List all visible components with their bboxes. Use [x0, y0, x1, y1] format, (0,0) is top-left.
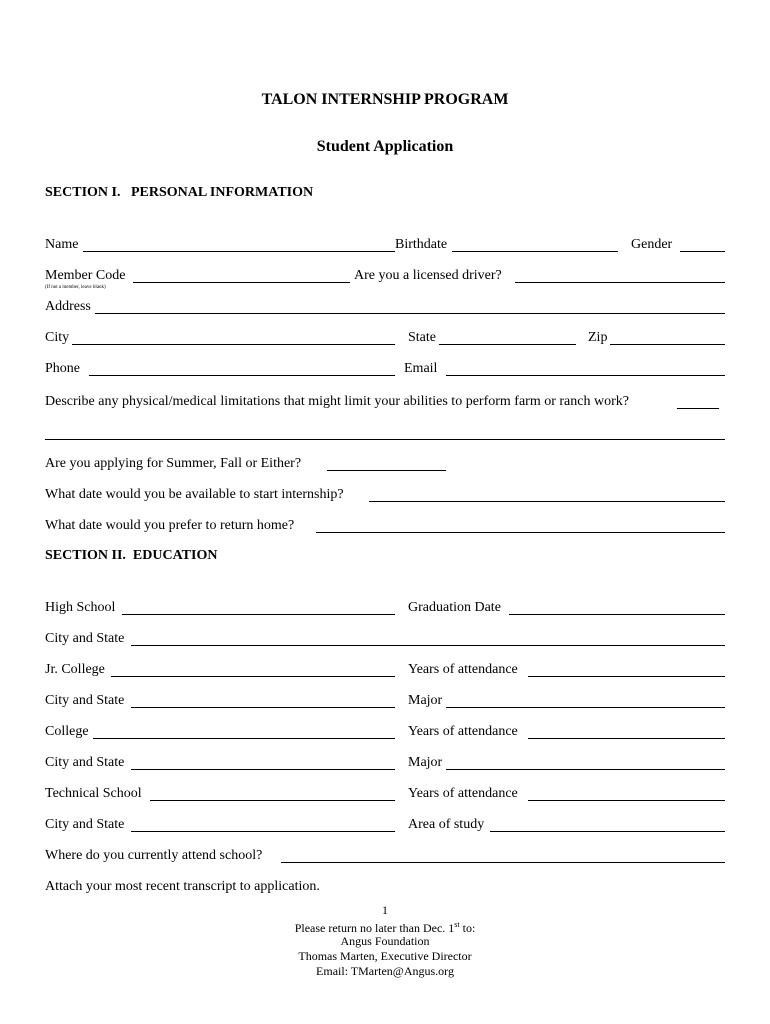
limitations-field[interactable] — [45, 439, 725, 440]
start-date-label: What date would you be available to start internship? — [45, 487, 344, 502]
college-years-field[interactable] — [528, 738, 725, 739]
name-label: Name — [45, 237, 79, 252]
licensed-driver-label: Are you a licensed driver? — [354, 268, 502, 283]
birthdate-field[interactable] — [452, 251, 618, 252]
technical-school-field[interactable] — [150, 800, 395, 801]
college-city-state-label: City and State — [45, 755, 125, 770]
email-field[interactable] — [446, 375, 725, 376]
city-field[interactable] — [72, 344, 395, 345]
high-school-label: High School — [45, 600, 116, 615]
current-school-label: Where do you currently attend school? — [45, 848, 263, 863]
return-instructions-sup: st — [454, 920, 460, 929]
footer-org: Angus Foundation — [340, 934, 430, 948]
technical-city-state-label: City and State — [45, 817, 125, 832]
phone-label: Phone — [45, 361, 80, 376]
start-date-field[interactable] — [369, 501, 725, 502]
technical-school-label: Technical School — [45, 786, 142, 801]
licensed-driver-field[interactable] — [515, 282, 725, 283]
college-years-label: Years of attendance — [408, 724, 518, 739]
section-2-heading: SECTION II. EDUCATION — [45, 548, 218, 563]
jr-college-years-field[interactable] — [528, 676, 725, 677]
college-field[interactable] — [93, 738, 395, 739]
section-1-heading: SECTION I. PERSONAL INFORMATION — [45, 185, 314, 200]
graduation-date-field[interactable] — [509, 614, 725, 615]
return-instructions-suffix: to: — [459, 921, 476, 935]
college-label: College — [45, 724, 89, 739]
form-subtitle: Student Application — [316, 138, 454, 155]
area-of-study-label: Area of study — [408, 817, 485, 832]
college-major-field[interactable] — [446, 769, 725, 770]
form-title: TALON INTERNSHIP PROGRAM — [261, 91, 509, 108]
birthdate-label: Birthdate — [395, 237, 448, 252]
return-date-label: What date would you prefer to return home? — [45, 518, 295, 533]
limitations-label: Describe any physical/medical limitations that might limit your abilities to perform farm or ranch work? — [45, 394, 629, 409]
gender-field[interactable] — [680, 251, 725, 252]
applying-label: Are you applying for Summer, Fall or Either? — [45, 456, 302, 471]
state-field[interactable] — [439, 344, 576, 345]
address-field[interactable] — [95, 313, 725, 314]
graduation-date-label: Graduation Date — [408, 600, 501, 615]
name-field[interactable] — [83, 251, 395, 252]
jr-college-field[interactable] — [111, 676, 395, 677]
return-instructions — [0, 918, 770, 936]
jr-college-label: Jr. College — [45, 662, 105, 677]
applying-field[interactable] — [327, 470, 446, 471]
page-number: 1 — [382, 903, 388, 917]
current-school-field[interactable] — [281, 862, 725, 863]
gender-label: Gender — [631, 237, 673, 252]
technical-years-label: Years of attendance — [408, 786, 518, 801]
member-code-label: Member Code — [45, 268, 126, 283]
limitations-field-short[interactable] — [677, 408, 719, 409]
high-school-field[interactable] — [122, 614, 395, 615]
technical-years-field[interactable] — [528, 800, 725, 801]
college-major-label: Major — [408, 755, 443, 770]
hs-city-state-label: City and State — [45, 631, 125, 646]
return-instructions-text: Please return no later than Dec. 1 — [294, 921, 455, 935]
member-code-field[interactable] — [133, 282, 350, 283]
footer-contact: Thomas Marten, Executive Director — [298, 949, 472, 963]
city-label: City — [45, 330, 70, 345]
jr-college-major-label: Major — [408, 693, 443, 708]
return-date-field[interactable] — [316, 532, 725, 533]
state-label: State — [408, 330, 436, 345]
technical-city-state-field[interactable] — [131, 831, 395, 832]
hs-city-state-field[interactable] — [131, 645, 725, 646]
jr-college-major-field[interactable] — [446, 707, 725, 708]
jr-college-city-state-field[interactable] — [131, 707, 395, 708]
footer-email: Email: TMarten@Angus.org — [316, 964, 454, 978]
zip-field[interactable] — [610, 344, 725, 345]
member-code-note: (If not a member, leave blank) — [45, 285, 106, 290]
jr-college-years-label: Years of attendance — [408, 662, 518, 677]
college-city-state-field[interactable] — [131, 769, 395, 770]
email-label: Email — [404, 361, 438, 376]
transcript-note: Attach your most recent transcript to application. — [45, 879, 320, 894]
phone-field[interactable] — [89, 375, 395, 376]
jr-college-city-state-label: City and State — [45, 693, 125, 708]
address-label: Address — [45, 299, 91, 314]
zip-label: Zip — [588, 330, 608, 345]
area-of-study-field[interactable] — [490, 831, 725, 832]
